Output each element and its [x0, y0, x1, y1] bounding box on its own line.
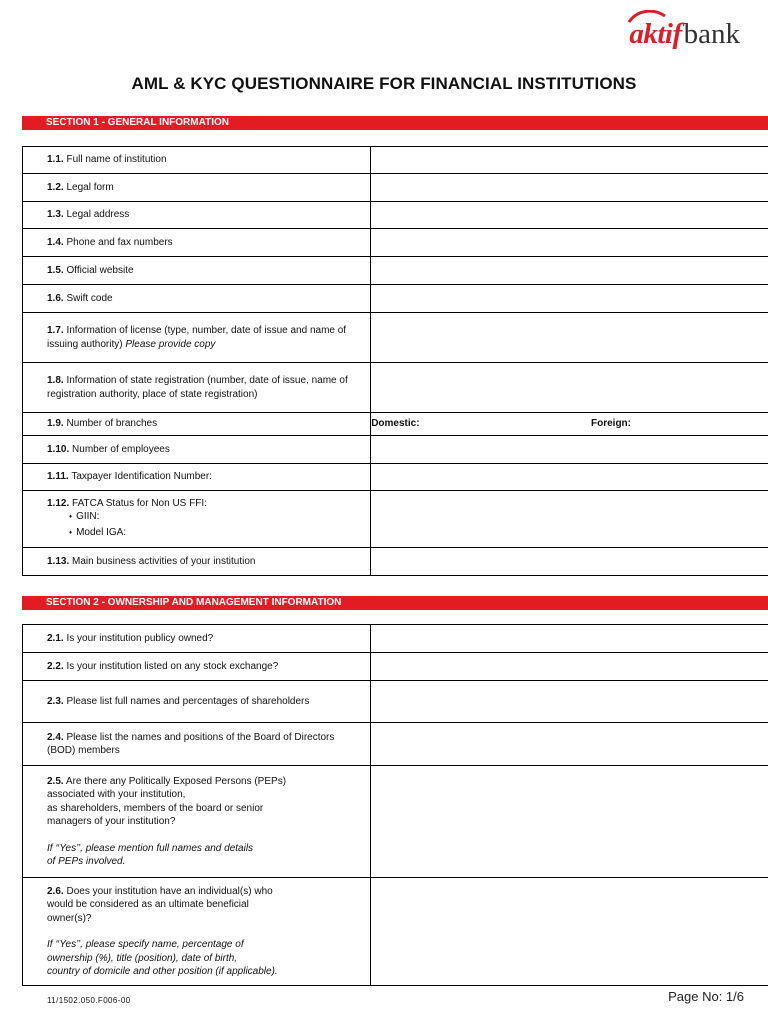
- answer-field[interactable]: [371, 878, 768, 986]
- answer-field[interactable]: [371, 625, 768, 653]
- answer-field[interactable]: [371, 229, 768, 257]
- logo-text-aktif: aktif: [629, 18, 682, 50]
- table-row: [23, 257, 768, 285]
- question-label: 2.4. Please list the names and positions of the Board of Directors (BOD) members: [23, 723, 371, 766]
- question-label: 2.1. Is your institution publicy owned?: [23, 625, 371, 653]
- bullet-model-iga: ♦ Model IGA:: [47, 526, 364, 542]
- section-2-header: SECTION 2 - OWNERSHIP AND MANAGEMENT INFORMATION: [22, 596, 768, 610]
- table-row: [23, 436, 768, 464]
- table-row: [23, 413, 768, 436]
- question-label: 1.13. Main business activities of your institution: [23, 548, 371, 576]
- document-code: 11/1502.050.F006-00: [47, 996, 131, 1005]
- question-label: 1.7. Information of license (type, number, date of issue and name of issuing authority) Please provide copy: [23, 313, 371, 363]
- question-label: 2.2. Is your institution listed on any stock exchange?: [23, 653, 371, 681]
- foreign-label: Foreign:: [591, 418, 631, 430]
- section-1-header: SECTION 1 - GENERAL INFORMATION: [22, 116, 768, 130]
- table-row: [23, 681, 768, 723]
- table-row: [23, 285, 768, 313]
- table-row: [23, 653, 768, 681]
- question-label: 1.2. Legal form: [23, 174, 371, 202]
- answer-field[interactable]: [371, 548, 768, 576]
- logo-swoosh-icon: [627, 10, 667, 24]
- question-label: 1.3. Legal address: [23, 202, 371, 229]
- question-label: 1.12. FATCA Status for Non US FFI: ♦ GIIN: ♦ Model IGA:: [23, 491, 371, 548]
- question-label: 1.8. Information of state registration (number, date of issue, name of registration authority, place of state registration): [23, 363, 371, 413]
- answer-field[interactable]: [371, 464, 768, 491]
- answer-field[interactable]: [371, 202, 768, 229]
- table-row: [23, 313, 768, 363]
- aktifbank-logo: [629, 18, 740, 54]
- answer-field[interactable]: [371, 653, 768, 681]
- table-row: [23, 723, 768, 766]
- table-row: [23, 363, 768, 413]
- answer-field[interactable]: [371, 491, 768, 548]
- question-label: 1.5. Official website: [23, 257, 371, 285]
- answer-field[interactable]: [371, 313, 768, 363]
- bullet-giin: ♦ GIIN:: [47, 510, 364, 526]
- answer-field[interactable]: [371, 257, 768, 285]
- answer-field[interactable]: [371, 436, 768, 464]
- answer-field[interactable]: [371, 174, 768, 202]
- answer-field[interactable]: [371, 147, 768, 174]
- answer-field[interactable]: [371, 285, 768, 313]
- logo-text-bank: bank: [683, 18, 740, 50]
- table-row: [23, 491, 768, 548]
- table-row: [23, 766, 768, 878]
- answer-field[interactable]: [371, 413, 768, 436]
- question-label: 2.6. Does your institution have an individual(s) who would be considered as an ultimate beneficial owner(s)? If ‘‘Yes’’, please specify name, percentage of ownership (%), title (position), date of birth, country of domicile and other position (if applicable).: [23, 878, 371, 986]
- page-number: Page No: 1/6: [668, 989, 744, 1004]
- table-row: [23, 464, 768, 491]
- answer-field[interactable]: [371, 766, 768, 878]
- table-row: [23, 625, 768, 653]
- answer-field[interactable]: [371, 681, 768, 723]
- table-row: [23, 202, 768, 229]
- answer-field[interactable]: [371, 363, 768, 413]
- question-label: 1.10. Number of employees: [23, 436, 371, 464]
- question-label: 1.11. Taxpayer Identification Number:: [23, 464, 371, 491]
- question-label: 1.1. Full name of institution: [23, 147, 371, 174]
- question-label: 1.4. Phone and fax numbers: [23, 229, 371, 257]
- page-title: AML & KYC QUESTIONNAIRE FOR FINANCIAL INSTITUTIONS: [131, 74, 637, 93]
- table-row: [23, 229, 768, 257]
- domestic-label: Domestic:: [371, 418, 420, 430]
- question-label: 1.6. Swift code: [23, 285, 371, 313]
- question-label: 2.5. Are there any Politically Exposed Persons (PEPs) associated with your institution, as shareholders, members of the board or senior managers of your institution? If ‘‘Yes’’, please mention full names and details of PEPs involved.: [23, 766, 371, 878]
- table-row: [23, 147, 768, 174]
- table-row: [23, 174, 768, 202]
- table-row: [23, 878, 768, 986]
- answer-field[interactable]: [371, 723, 768, 766]
- section-1-table: [22, 146, 768, 576]
- question-label: 2.3. Please list full names and percentages of shareholders: [23, 681, 371, 723]
- question-label: 1.9. Number of branches: [23, 413, 371, 436]
- section-2-table: [22, 624, 768, 986]
- table-row: [23, 548, 768, 576]
